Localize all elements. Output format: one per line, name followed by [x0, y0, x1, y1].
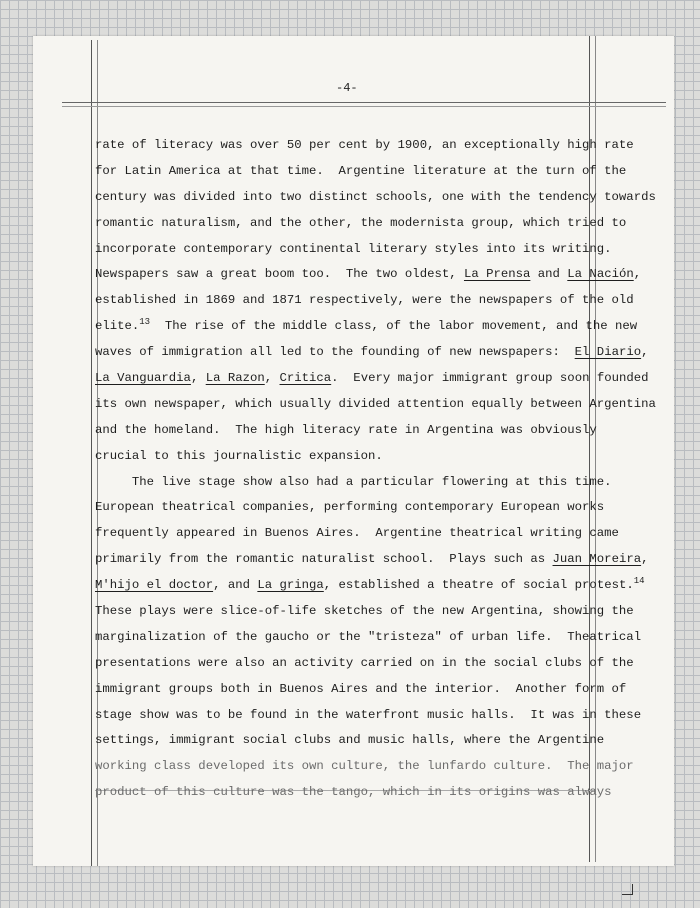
text-line [95, 677, 627, 703]
body-text [95, 133, 656, 806]
text-line [95, 314, 638, 340]
text-run: immigrant groups both in Buenos Aires and the interior. Another form of [95, 681, 627, 696]
text-run: , and [213, 578, 258, 593]
text-line [95, 288, 634, 314]
text-run: , [190, 371, 206, 386]
text-line [95, 495, 605, 521]
text-line [95, 366, 649, 392]
text-line [95, 185, 656, 211]
text-line [95, 521, 619, 547]
text-line [95, 262, 642, 288]
text-run: century was divided into two distinct schools, one with the tendency towards [95, 189, 656, 204]
text-run: incorporate contemporary continental literary styles into its writing. [95, 241, 612, 256]
text-line [95, 703, 642, 729]
underlined-title: La Razon [205, 371, 265, 386]
text-line [95, 418, 595, 444]
text-run: , [641, 345, 649, 360]
text-line [95, 573, 645, 599]
text-run: The rise of the middle class, of the labor movement, and the new [150, 319, 638, 334]
text-line [95, 728, 605, 754]
text-run: European theatrical companies, performing contemporary European works [95, 500, 605, 515]
text-run: crucial to this journalistic expansion. [95, 448, 383, 463]
header-rule-lower [62, 106, 666, 107]
text-line [95, 392, 656, 418]
underlined-title: La Nación [567, 267, 634, 282]
text-run: presentations were also an activity carried on in the social clubs of the [95, 655, 634, 670]
text-run: and the homeland. The high literacy rate in Argentina was obviously [95, 422, 597, 437]
text-run: , [641, 552, 649, 567]
text-run: , established a theatre of social protest. [323, 578, 634, 593]
text-run: settings, immigrant social clubs and music halls, where the Argentine [95, 733, 605, 748]
text-run: established in 1869 and 1871 respectively, were the newspapers of the old [95, 293, 634, 308]
text-line [95, 754, 634, 780]
text-run: its own newspaper, which usually divided attention equally between Argentina [95, 396, 656, 411]
text-run: for Latin America at that time. Argentine literature at the turn of the [95, 163, 627, 178]
underlined-title: M'hijo el doctor [95, 578, 214, 593]
text-run: frequently appeared in Buenos Aires. Argentine theatrical writing came [95, 526, 619, 541]
text-line [95, 159, 627, 185]
text-line [95, 211, 627, 237]
underlined-title: El Diario [574, 345, 642, 360]
text-line [95, 133, 634, 159]
text-run: product of this culture was the tango, which in its origins was always [95, 785, 612, 800]
text-run: , [633, 267, 642, 282]
text-run: and [530, 267, 568, 282]
text-line [95, 237, 612, 263]
text-line [95, 547, 649, 573]
text-run: Newspapers saw a great boom too. The two oldest, [95, 267, 464, 282]
underlined-title: La Vanguardia [95, 371, 191, 386]
text-line [95, 599, 634, 625]
text-line [95, 780, 612, 806]
text-run: romantic naturalism, and the other, the modernista group, which tried to [95, 215, 627, 230]
underlined-title: La gringa [257, 578, 324, 593]
crop-mark [622, 884, 633, 895]
text-run: marginalization of the gaucho or the "tristeza" of urban life. Theatrical [95, 629, 642, 644]
header-rule [62, 102, 666, 103]
underlined-title: Critica [279, 371, 332, 386]
margin-rule-left [91, 40, 92, 866]
text-run: primarily from the romantic naturalist school. Plays such as [95, 552, 553, 567]
text-line [95, 444, 595, 470]
text-line [95, 651, 634, 677]
text-line [95, 340, 649, 366]
underlined-title: La Prensa [463, 267, 531, 282]
text-run: stage show was to be found in the waterfront music halls. It was in these [95, 707, 642, 722]
text-run: waves of immigration all led to the founding of new newspapers: [95, 345, 575, 360]
text-run: rate of literacy was over 50 per cent by 1900, an exceptionally high rate [95, 138, 634, 152]
footnote-ref: 14 [633, 576, 645, 587]
text-run: elite. [95, 319, 140, 334]
text-line [95, 470, 612, 496]
text-run: , [264, 371, 280, 386]
text-run: These plays were slice-of-life sketches of the new Argentina, showing the [95, 604, 634, 619]
text-line [95, 625, 642, 651]
underlined-title: Juan Moreira [552, 552, 642, 567]
text-run: working class developed its own culture, the lunfardo culture. The major [95, 759, 634, 774]
footnote-ref: 13 [139, 317, 151, 328]
text-run: . Every major immigrant group soon founded [331, 371, 649, 386]
page-number: -4- [336, 81, 358, 95]
text-run: The live stage show also had a particular flowering at this time. [95, 474, 612, 489]
